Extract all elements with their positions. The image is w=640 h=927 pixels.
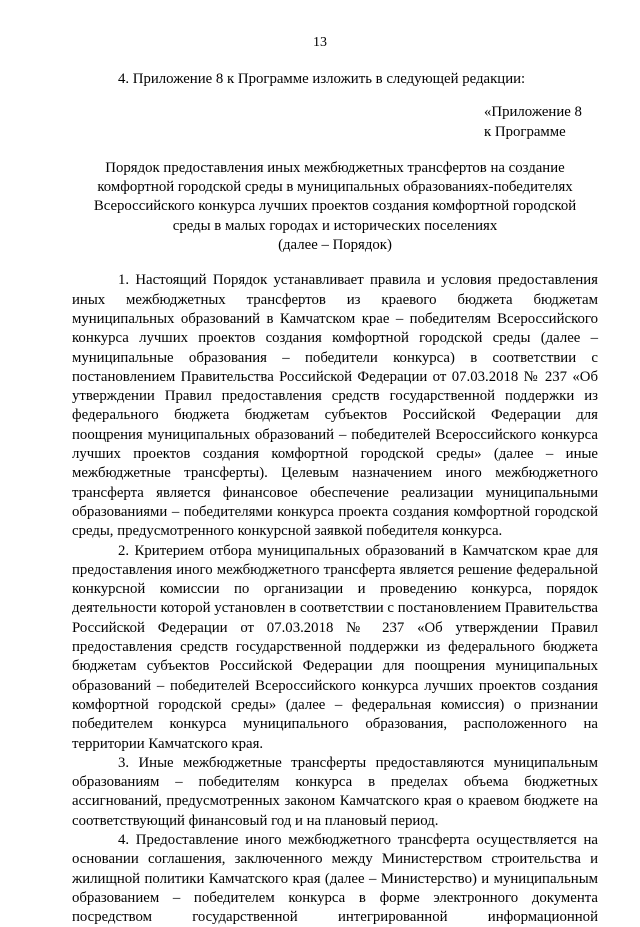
page-number: 13 bbox=[313, 35, 327, 50]
appendix-header bbox=[484, 103, 598, 142]
intro-line: 4. Приложение 8 к Программе изложить в следующей редакции: bbox=[118, 71, 526, 87]
title-line: Порядок предоставления иных межбюджетных трансфертов на создание bbox=[105, 159, 565, 176]
paragraph: 1. Настоящий Порядок устанавливает правила и условия предоставления иных межбюджетных трансфертов из краевого бюджета бюджетам муниципальных образований в Камчатском крае – победителям Всероссийского конкурса лучших проектов создания комфортной городской среды (далее – муниципальные образования – победители конкурса) в соответствии с постановлением Правительства Российской Федерации от 07.03.2018 № 237 «Об утверждении Правил предоставления средств государственной поддержки из федерального бюджета бюджетам субъектов Российской Федерации для поощрения муниципальных образований – победителей Всероссийского конкурса лучших проектов создания комфортной городской среды» (далее – иные межбюджетные трансферты). Целевым назначением иного межбюджетного трансферта является финансовое обеспечение реализации муниципальными образованиями – победителями конкурса проекта создания комфортной городской среды, предусмотренного конкурсной заявкой победителя конкурса. bbox=[72, 272, 598, 540]
paragraph: 4. Предоставление иного межбюджетного трансферта осуществляется на основании соглашения, заключенного между Министерством строительства и жилищной политики Камчатского края (далее – Министерство) и муниципальным образованием – победителем конкурса в форме электронного документа посредством государственной интегрированной информационной bbox=[72, 831, 598, 926]
document-body bbox=[72, 70, 598, 927]
title-line: среды в малых городах и исторических поселениях bbox=[172, 217, 498, 234]
title-line: (далее – Порядок) bbox=[278, 237, 392, 254]
document-title bbox=[72, 159, 598, 255]
paragraph: 2. Критерием отбора муниципальных образований в Камчатском крае для предоставления иного межбюджетного трансферта является решение федеральной конкурсной комиссии по организации и проведению конкурса, порядок деятельности которой установлен в соответствии с постановлением Правительства Российской Федерации от 07.03.2018 № 237 «Об утверждении Правил предоставления средств государственной поддержки из федерального бюджета бюджетам субъектов Российской Федерации для поощрения муниципальных образований – победителей Всероссийского конкурса лучших проектов создания комфортной городской среды» (далее – федеральная комиссия) о признании победителем конкурса муниципального образования, расположенного на территории Камчатского края. bbox=[72, 542, 598, 752]
title-line: Всероссийского конкурса лучших проектов создания комфортной городской bbox=[93, 198, 577, 215]
title-line: комфортной городской среды в муниципальных образованиях-победителях bbox=[97, 179, 573, 196]
paragraph: 3. Иные межбюджетные трансферты предоставляются муниципальным образованиям – победителям конкурса в пределах объема бюджетных ассигнований, предусмотренных законом Камчатского края о краевом бюджете на соответствующий финансовый год и на плановый период. bbox=[72, 754, 598, 829]
appendix-header-line: к Программе bbox=[484, 123, 566, 140]
body-text bbox=[72, 271, 598, 927]
appendix-header-line: «Приложение 8 bbox=[484, 104, 582, 121]
